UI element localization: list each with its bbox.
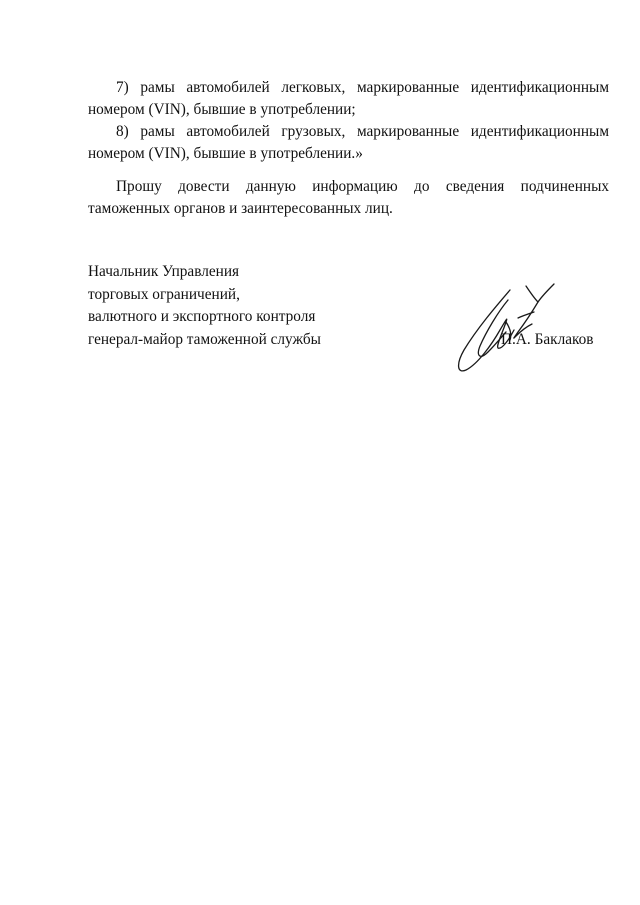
signatory-title-line: генерал-майор таможенной службы bbox=[88, 330, 321, 348]
signatory-title-line: Начальник Управления bbox=[88, 263, 240, 280]
document-body bbox=[88, 77, 609, 220]
signatory-title-line: торговых ограничений, bbox=[88, 285, 240, 303]
list-item-8: 8) рамы автомобилей грузовых, маркированные идентификационным номером (VIN), бывшие в употреблении.» bbox=[88, 123, 609, 162]
signer-name: П.А. Баклаков bbox=[501, 331, 594, 348]
list-item-7: 7) рамы автомобилей легковых, маркированные идентификационным номером (VIN), бывшие в употреблении; bbox=[88, 79, 609, 118]
signatory-title bbox=[88, 261, 321, 351]
signatory-title-line: валютного и экспортного контроля bbox=[88, 308, 316, 325]
request-paragraph: Прошу довести данную информацию до сведения подчиненных таможенных органов и заинтересованных лиц. bbox=[88, 178, 609, 217]
